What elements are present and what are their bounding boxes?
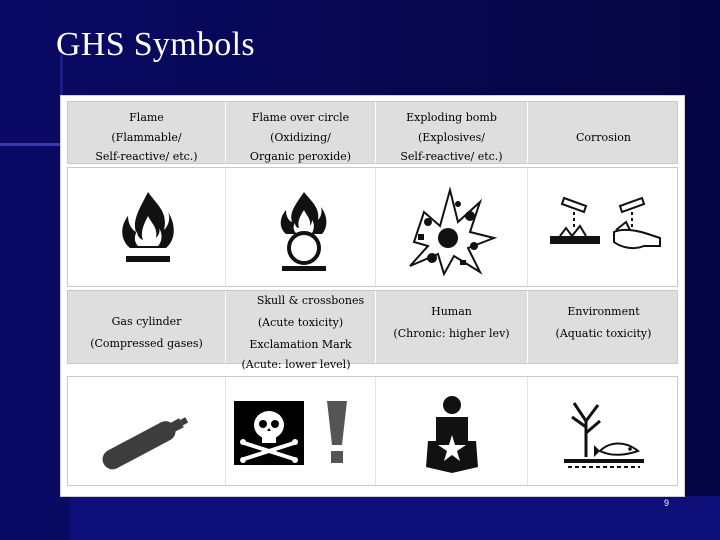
skull-crossbones-icon — [234, 401, 304, 465]
flame-icon — [118, 190, 178, 272]
bottom-label-row — [67, 290, 678, 364]
decorative-bottom-band — [70, 496, 720, 540]
flame-over-circle-icon — [274, 190, 334, 272]
skull-crossbones-title: Skull & crossbones — [256, 294, 365, 307]
image-cell-exploding-bomb — [376, 168, 528, 286]
exclamation-mark-icon — [322, 397, 352, 469]
image-cell-environment — [528, 377, 679, 485]
environment-title: Environment — [567, 305, 640, 318]
top-image-row — [67, 167, 678, 287]
gas-cylinder-icon — [88, 407, 198, 477]
flame-title: Flame — [129, 111, 164, 124]
health-hazard-title: Human — [431, 305, 472, 318]
flame-desc-1: (Flammable/ — [111, 131, 182, 144]
label-cell-corrosion — [528, 102, 679, 163]
exploding-bomb-title: Exploding bomb — [406, 111, 497, 124]
image-cell-gas-cylinder — [68, 377, 226, 485]
exploding-bomb-desc-2: Self-reactive/ etc.) — [400, 150, 503, 163]
flame-over-circle-desc-2: Organic peroxide) — [249, 150, 352, 163]
environment-icon — [564, 397, 644, 473]
page-number: 9 — [664, 498, 670, 508]
image-cell-flame — [68, 168, 226, 286]
top-label-row — [67, 101, 678, 164]
label-cell-environment — [528, 291, 679, 363]
exploding-bomb-icon — [404, 182, 498, 276]
label-cell-flame — [68, 102, 226, 163]
flame-over-circle-desc-1: (Oxidizing/ — [270, 131, 331, 144]
slide-title: GHS Symbols — [56, 26, 255, 63]
corrosion-icon — [544, 192, 662, 262]
gas-cylinder-desc: (Compressed gases) — [90, 337, 203, 350]
gas-cylinder-title: Gas cylinder — [111, 315, 182, 328]
image-cell-skull-exclamation — [226, 377, 376, 485]
skull-crossbones-desc: (Acute toxicity) — [257, 316, 344, 329]
label-cell-skull-exclamation — [226, 291, 376, 363]
health-hazard-icon — [422, 395, 482, 473]
health-hazard-desc: (Chronic: higher lev) — [393, 327, 510, 340]
label-cell-flame-over-circle — [226, 102, 376, 163]
image-cell-flame-over-circle — [226, 168, 376, 286]
label-cell-gas-cylinder — [68, 291, 226, 363]
bottom-image-row — [67, 376, 678, 486]
label-cell-exploding-bomb — [376, 102, 528, 163]
corrosion-title: Corrosion — [575, 131, 632, 144]
exclamation-mark-title: Exclamation Mark — [249, 338, 352, 351]
ghs-symbols-table — [60, 95, 685, 497]
label-cell-health-hazard — [376, 291, 528, 363]
image-cell-corrosion — [528, 168, 679, 286]
environment-desc: (Aquatic toxicity) — [555, 327, 652, 340]
image-cell-health-hazard — [376, 377, 528, 485]
flame-over-circle-title: Flame over circle — [251, 111, 350, 124]
decorative-horizontal-bar — [0, 143, 60, 146]
flame-desc-2: Self-reactive/ etc.) — [95, 150, 198, 163]
exclamation-mark-desc: (Acute: lower level) — [241, 358, 351, 371]
exploding-bomb-desc-1: (Explosives/ — [418, 131, 485, 144]
